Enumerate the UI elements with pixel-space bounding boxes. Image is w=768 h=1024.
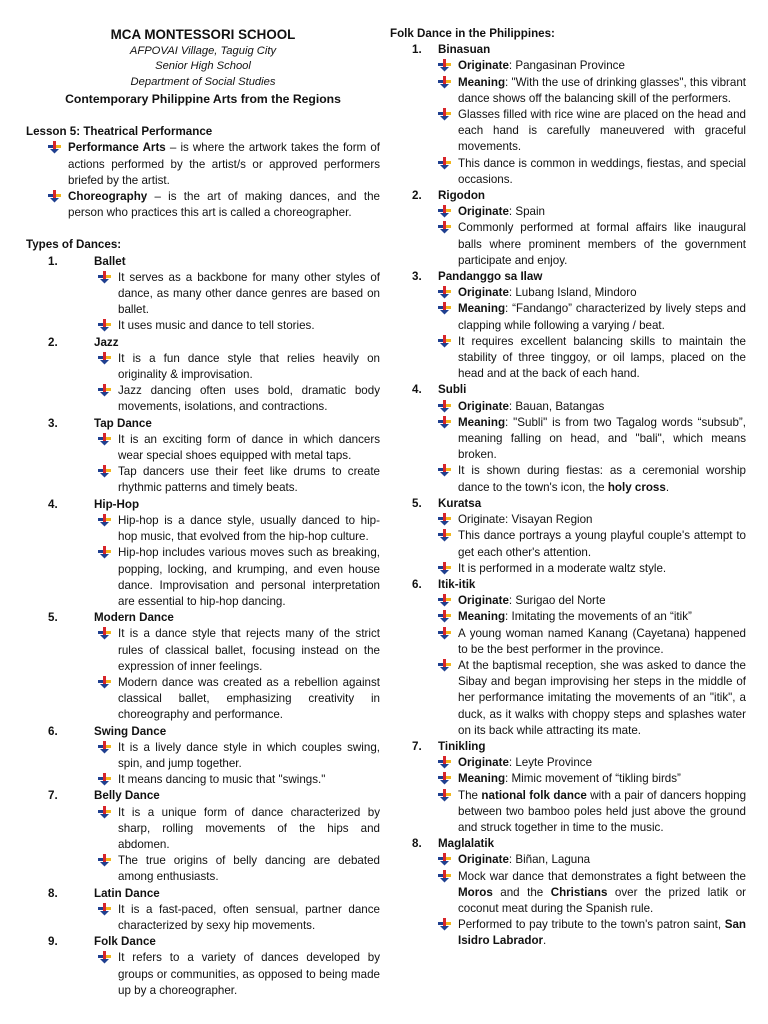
- dance-type-name: Tap Dance: [94, 416, 152, 430]
- folk-dance-heading: [390, 496, 746, 512]
- dance-type-number: 8.: [48, 886, 58, 900]
- definition-term: Performance Arts: [68, 141, 166, 155]
- definition-item: [46, 140, 380, 189]
- list-item: [436, 512, 746, 528]
- folk-dance-item: [390, 382, 746, 495]
- down-arrow-bullet-icon: [96, 270, 118, 284]
- bullet-text: [458, 220, 746, 269]
- list-item: [96, 805, 380, 854]
- down-arrow-bullet-icon: [436, 658, 458, 672]
- folk-dance-bullets: [436, 399, 746, 496]
- list-item: [436, 301, 746, 333]
- folk-dance-heading: [390, 269, 746, 285]
- folk-dance-heading: [390, 188, 746, 204]
- list-item: [436, 788, 746, 837]
- department-name: Department of Social Studies: [130, 75, 276, 88]
- text-segment: : "With the use of drinking glasses", this vibrant dance shows off the balancing skill of the performers.: [458, 75, 746, 105]
- dance-type-name: Jazz: [94, 335, 119, 349]
- folk-dance-number: 1.: [412, 43, 422, 57]
- dance-type-number: 1.: [48, 254, 58, 268]
- dance-type-name: Latin Dance: [94, 886, 160, 900]
- lesson-definitions: [46, 140, 380, 221]
- list-item: [96, 675, 380, 724]
- folk-dance-number: 3.: [412, 270, 422, 284]
- bullet-text: [458, 415, 746, 464]
- bullet-text: [458, 107, 746, 156]
- dance-type-item: [26, 886, 380, 935]
- bullet-text: [458, 512, 746, 528]
- bullet-text: [458, 204, 746, 220]
- bullet-text: [458, 156, 746, 188]
- bold-text: Meaning: [458, 302, 506, 316]
- bold-text: Originate: [458, 756, 509, 770]
- down-arrow-bullet-icon: [96, 351, 118, 365]
- list-item: [436, 58, 746, 74]
- bold-text: San Isidro Labrador: [458, 918, 746, 948]
- folk-dance-number: 8.: [412, 837, 422, 851]
- subject-title: Contemporary Philippine Arts from the Regions: [65, 92, 341, 107]
- dance-type-item: [26, 934, 380, 999]
- text-segment: : Biñan, Laguna: [508, 853, 591, 867]
- dance-type-heading: [26, 610, 380, 626]
- bullet-text: It means dancing to music that "swings.": [118, 773, 326, 787]
- bullet-text: [458, 301, 746, 333]
- bullet-text: [458, 463, 746, 495]
- down-arrow-bullet-icon: [46, 189, 68, 203]
- down-arrow-bullet-icon: [96, 545, 118, 559]
- bold-text: Meaning: [458, 75, 506, 89]
- text-segment: : Lubang Island, Mindoro: [508, 286, 637, 300]
- text-segment: Commonly performed at formal affairs like inaugural balls where prominent members of the government participate and enjoy.: [458, 221, 746, 267]
- definition-item: [46, 189, 380, 221]
- down-arrow-bullet-icon: [436, 75, 458, 89]
- dance-type-bullets: [96, 950, 380, 999]
- list-item: [96, 626, 380, 675]
- dance-type-name: Belly Dance: [94, 789, 160, 803]
- down-arrow-bullet-icon: [436, 755, 458, 769]
- definition-text: [68, 189, 380, 221]
- dance-type-bullets: [96, 740, 380, 789]
- bold-text: Originate: [458, 399, 509, 413]
- bullet-text: [458, 658, 746, 739]
- text-segment: over the prized latik or coconut meat during the Spanish rule.: [458, 885, 747, 915]
- folk-dance-name: Itik-itik: [438, 577, 476, 591]
- bullet-text: It refers to a variety of dances developed by groups or communities, as opposed to being made up by a choreographer.: [118, 951, 380, 997]
- folk-dance-heading: [390, 382, 746, 398]
- text-segment: with a pair of dancers hopping between two bamboo poles held just above the ground and struck together in time to the music.: [458, 788, 747, 834]
- list-item: [436, 869, 746, 918]
- bold-text: Originate: [458, 853, 509, 867]
- list-item: [96, 351, 380, 383]
- folk-dance-name: Binasuan: [438, 43, 491, 57]
- bullet-text: It is a dance style that rejects many of the strict rules of classical ballet, focusing instead on the expression of inner feelings.: [118, 627, 380, 673]
- list-item: [436, 626, 746, 658]
- bullet-text: [458, 285, 746, 301]
- text-segment: : "Subli" is from two Tagalog words “subsub”, meaning falling on head, and "bali", which means broken.: [458, 415, 746, 462]
- list-item: [96, 740, 380, 772]
- bullet-text: Hip-hop includes various moves such as breaking, popping, locking, and krumping, and even house dance. Improvisation and personal interpretation are essential to hip-hop dancing.: [118, 546, 380, 608]
- dance-type-bullets: [96, 626, 380, 723]
- down-arrow-bullet-icon: [96, 626, 118, 640]
- text-segment: and the: [492, 885, 551, 899]
- text-segment: : “Fandango” characterized by lively steps and clapping while following a varying / beat.: [458, 302, 746, 332]
- dance-type-number: 7.: [48, 789, 58, 803]
- list-item: [436, 107, 746, 156]
- down-arrow-bullet-icon: [436, 609, 458, 623]
- down-arrow-bullet-icon: [96, 950, 118, 964]
- list-item: [436, 285, 746, 301]
- down-arrow-bullet-icon: [96, 432, 118, 446]
- folk-dance-number: 5.: [412, 496, 422, 510]
- down-arrow-bullet-icon: [436, 58, 458, 72]
- list-item: [436, 415, 746, 464]
- list-item: [436, 917, 746, 949]
- text-segment: The: [458, 788, 482, 802]
- dance-type-heading: [26, 416, 380, 432]
- folk-dance-name: Pandanggo sa Ilaw: [438, 270, 543, 284]
- down-arrow-bullet-icon: [436, 334, 458, 348]
- bold-text: Meaning: [458, 415, 506, 429]
- folk-dance-item: [390, 836, 746, 949]
- bullet-text: It is a unique form of dance characterized by sharp, rolling movements of the hips and abdomen.: [118, 805, 380, 851]
- list-item: [436, 75, 746, 107]
- down-arrow-bullet-icon: [436, 528, 458, 542]
- dance-type-name: Swing Dance: [94, 724, 167, 738]
- down-arrow-bullet-icon: [96, 740, 118, 754]
- bold-text: Meaning: [458, 610, 506, 624]
- down-arrow-bullet-icon: [436, 771, 458, 785]
- text-segment: A young woman named Kanang (Cayetana) happened to be the best performer in the province.: [458, 626, 746, 656]
- bold-text: Meaning: [458, 772, 506, 786]
- folk-dance-name: Maglalatik: [438, 837, 495, 851]
- folk-dance-number: 7.: [412, 739, 422, 753]
- down-arrow-bullet-icon: [436, 107, 458, 121]
- text-segment: This dance portrays a young playful couple's attempt to get each other's attention.: [458, 529, 746, 559]
- bullet-text: Hip-hop is a dance style, usually danced to hip-hop music, that evolved from the hip-hop culture.: [118, 513, 380, 544]
- folk-dance-bullets: [436, 755, 746, 836]
- list-item: [436, 561, 746, 577]
- down-arrow-bullet-icon: [436, 593, 458, 607]
- list-item: [436, 399, 746, 415]
- list-item: [96, 383, 380, 415]
- dance-type-name: Hip-Hop: [94, 497, 140, 511]
- dance-type-number: 4.: [48, 497, 58, 511]
- bold-text: Originate: [458, 205, 509, 219]
- folk-dance-bullets: [436, 58, 746, 188]
- down-arrow-bullet-icon: [96, 383, 118, 397]
- folk-dance-item: [390, 739, 746, 836]
- text-segment: It is performed in a moderate waltz style.: [458, 561, 667, 575]
- folk-dance-name: Tinikling: [438, 739, 486, 753]
- bullet-text: The true origins of belly dancing are debated among enthusiasts.: [118, 854, 380, 884]
- list-item: [436, 755, 746, 771]
- text-segment: .: [543, 934, 547, 948]
- down-arrow-bullet-icon: [436, 626, 458, 640]
- bold-text: holy cross: [607, 480, 666, 494]
- list-item: [436, 658, 746, 739]
- text-segment: It requires excellent balancing skills to maintain the stability of three tinggoy, or oil lamps, placed on the head and at the back of each hand.: [458, 334, 746, 381]
- down-arrow-bullet-icon: [436, 220, 458, 234]
- bullet-text: It is a lively dance style in which couples swing, spin, and jump together.: [118, 740, 380, 770]
- folk-dance-item: [390, 269, 746, 382]
- bullet-text: [458, 852, 746, 868]
- down-arrow-bullet-icon: [96, 675, 118, 689]
- folk-dance-bullets: [436, 852, 746, 949]
- folk-dance-name: Kuratsa: [438, 496, 482, 510]
- text-segment: This dance is common in weddings, fiestas, and special occasions.: [458, 156, 746, 186]
- dance-type-number: 3.: [48, 416, 58, 430]
- bullet-text: [458, 917, 746, 949]
- list-item: [436, 334, 746, 383]
- dance-type-heading: [26, 934, 380, 950]
- dance-type-number: 9.: [48, 935, 58, 949]
- dance-type-item: [26, 497, 380, 610]
- school-name: MCA MONTESSORI SCHOOL: [110, 27, 296, 42]
- down-arrow-bullet-icon: [96, 513, 118, 527]
- dance-type-number: 5.: [48, 611, 58, 625]
- list-item: [436, 463, 746, 495]
- bold-text: Originate: [458, 594, 509, 608]
- dance-type-heading: [26, 254, 380, 270]
- school-address: AFPOVAI Village, Taguig City: [129, 45, 277, 57]
- list-item: [436, 771, 746, 787]
- text-segment: Mock war dance that demonstrates a fight between the: [458, 869, 746, 883]
- text-segment: : Bauan, Batangas: [508, 399, 605, 413]
- list-item: [96, 270, 380, 319]
- bullet-text: [458, 609, 746, 625]
- list-item: [96, 513, 380, 545]
- dance-type-name: Modern Dance: [94, 611, 174, 625]
- folk-dance-bullets: [436, 285, 746, 382]
- bullet-text: [458, 561, 746, 577]
- text-segment: It is shown during fiestas: as a ceremonial worship dance to the town's icon, the: [458, 464, 746, 494]
- dance-type-number: 2.: [48, 335, 58, 349]
- list-item: [96, 950, 380, 999]
- folk-dance-bullets: [436, 512, 746, 577]
- folk-dance-bullets: [436, 593, 746, 739]
- down-arrow-bullet-icon: [96, 318, 118, 332]
- folk-dance-item: [390, 496, 746, 577]
- list-item: [436, 609, 746, 625]
- folk-dance-heading: [390, 836, 746, 852]
- down-arrow-bullet-icon: [436, 852, 458, 866]
- text-segment: : Spain: [508, 205, 546, 219]
- bullet-text: It is a fast-paced, often sensual, partner dance characterized by sexy hip movements.: [118, 902, 380, 932]
- down-arrow-bullet-icon: [96, 853, 118, 867]
- text-segment: Performed to pay tribute to the town's patron saint,: [458, 918, 725, 932]
- bullet-text: It is an exciting form of dance in which dancers wear special shoes equipped with metal taps.: [118, 432, 380, 463]
- dance-type-item: [26, 416, 380, 497]
- folk-dance-list: [390, 42, 746, 949]
- down-arrow-bullet-icon: [96, 772, 118, 786]
- folk-dance-number: 6.: [412, 577, 422, 591]
- down-arrow-bullet-icon: [436, 917, 458, 931]
- folk-dance-heading: [390, 577, 746, 593]
- down-arrow-bullet-icon: [436, 156, 458, 170]
- bullet-text: [458, 771, 746, 787]
- text-segment: .: [665, 480, 670, 494]
- dance-type-heading: [26, 886, 380, 902]
- definition-body: – is where the artwork takes the form of actions performed by the artist/s or approved performers briefed by the artist.: [68, 141, 380, 187]
- list-item: [96, 432, 380, 464]
- dance-type-bullets: [96, 902, 380, 934]
- down-arrow-bullet-icon: [96, 464, 118, 478]
- bullet-text: [458, 788, 746, 837]
- lesson-title: Lesson 5: Theatrical Performance: [26, 125, 213, 139]
- folk-dance-heading: [390, 42, 746, 58]
- bullet-text: Tap dancers use their feet like drums to create rhythmic patterns and timely beats.: [118, 465, 380, 495]
- list-item: [436, 852, 746, 868]
- bullet-text: [458, 626, 746, 658]
- dance-type-item: [26, 610, 380, 723]
- types-title: Types of Dances:: [26, 238, 122, 252]
- list-item: [96, 772, 380, 788]
- dance-type-bullets: [96, 351, 380, 416]
- list-item: [96, 853, 380, 885]
- bold-text: Originate: [458, 286, 509, 300]
- dance-type-heading: [26, 335, 380, 351]
- list-item: [436, 156, 746, 188]
- folk-dance-heading: [390, 739, 746, 755]
- definition-text: [68, 140, 380, 189]
- folk-dance-name: Subli: [438, 383, 467, 397]
- down-arrow-bullet-icon: [436, 869, 458, 883]
- text-segment: : Mimic movement of “tikling birds”: [505, 772, 681, 786]
- folk-dance-bullets: [436, 204, 746, 269]
- folk-title: Folk Dance in the Philippines:: [390, 27, 555, 40]
- down-arrow-bullet-icon: [436, 285, 458, 299]
- down-arrow-bullet-icon: [96, 902, 118, 916]
- bold-text: Moros: [458, 885, 493, 899]
- dance-type-heading: [26, 724, 380, 740]
- dance-type-bullets: [96, 270, 380, 335]
- down-arrow-bullet-icon: [46, 140, 68, 154]
- school-level: Senior High School: [155, 60, 251, 73]
- dance-type-bullets: [96, 513, 380, 610]
- left-column: [26, 26, 380, 999]
- down-arrow-bullet-icon: [436, 415, 458, 429]
- text-segment: : Surigao del Norte: [508, 594, 606, 608]
- bullet-text: [458, 334, 746, 383]
- document-header: [26, 26, 380, 108]
- list-item: [96, 545, 380, 610]
- bullet-text: It serves as a backbone for many other styles of dance, as many other dance genres are based on ballet.: [118, 270, 380, 317]
- bold-text: national folk dance: [481, 788, 587, 802]
- bold-text: Christians: [550, 885, 608, 899]
- definition-body: – is the art of making dances, and the person who practices this art is called a choreographer.: [68, 190, 380, 220]
- bullet-text: It uses music and dance to tell stories.: [118, 319, 315, 333]
- definition-term: Choreography: [68, 190, 148, 204]
- bullet-text: [458, 593, 746, 609]
- dance-type-number: 6.: [48, 724, 58, 738]
- list-item: [436, 528, 746, 560]
- bullet-text: It is a fun dance style that relies heavily on originality & improvisation.: [118, 351, 380, 382]
- bullet-text: [458, 869, 746, 918]
- bullet-text: [458, 75, 746, 107]
- dance-type-item: [26, 254, 380, 335]
- list-item: [436, 204, 746, 220]
- text-segment: At the baptismal reception, she was asked to dance the Sibay and began improvising her steps in the middle of her performance imitating the movements of an "itik", a duck, as it walks with choppy steps and splashes water on its back while attracting its mate.: [458, 658, 746, 737]
- dance-type-bullets: [96, 805, 380, 886]
- list-item: [96, 902, 380, 934]
- bullet-text: [458, 755, 746, 771]
- folk-dance-item: [390, 577, 746, 739]
- down-arrow-bullet-icon: [96, 805, 118, 819]
- text-segment: : Leyte Province: [508, 756, 593, 770]
- dance-type-name: Folk Dance: [94, 935, 156, 949]
- down-arrow-bullet-icon: [436, 512, 458, 526]
- down-arrow-bullet-icon: [436, 399, 458, 413]
- list-item: [96, 464, 380, 496]
- list-item: [436, 220, 746, 269]
- folk-dance-name: Rigodon: [438, 189, 486, 203]
- down-arrow-bullet-icon: [436, 561, 458, 575]
- bullet-text: [458, 528, 746, 560]
- down-arrow-bullet-icon: [436, 463, 458, 477]
- text-segment: Originate: Visayan Region: [458, 513, 593, 527]
- bold-text: Originate: [458, 59, 509, 73]
- folk-dance-item: [390, 188, 746, 269]
- down-arrow-bullet-icon: [436, 301, 458, 315]
- text-segment: : Pangasinan Province: [508, 59, 625, 73]
- folk-dance-number: 4.: [412, 383, 422, 397]
- down-arrow-bullet-icon: [436, 788, 458, 802]
- folk-dance-number: 2.: [412, 189, 422, 203]
- bullet-text: Jazz dancing often uses bold, dramatic body movements, isolations, and contractions.: [118, 384, 380, 414]
- text-segment: : Imitating the movements of an “itik”: [505, 610, 692, 624]
- dance-type-item: [26, 724, 380, 789]
- down-arrow-bullet-icon: [436, 204, 458, 218]
- bullet-text: [458, 58, 746, 74]
- bullet-text: Modern dance was created as a rebellion against classical ballet, emphasizing creativity in choreography and performance.: [118, 675, 380, 722]
- right-column: [390, 26, 746, 950]
- bullet-text: [458, 399, 746, 415]
- dance-types-list: [26, 254, 380, 999]
- list-item: [436, 593, 746, 609]
- dance-type-bullets: [96, 432, 380, 497]
- dance-type-item: [26, 335, 380, 416]
- dance-type-name: Ballet: [94, 254, 126, 268]
- dance-type-heading: [26, 497, 380, 513]
- folk-dance-item: [390, 42, 746, 188]
- dance-type-heading: [26, 788, 380, 804]
- dance-type-item: [26, 788, 380, 885]
- list-item: [96, 318, 380, 334]
- text-segment: Glasses filled with rice wine are placed on the head and each hand is carefully maneuvered with graceful movements.: [458, 108, 746, 154]
